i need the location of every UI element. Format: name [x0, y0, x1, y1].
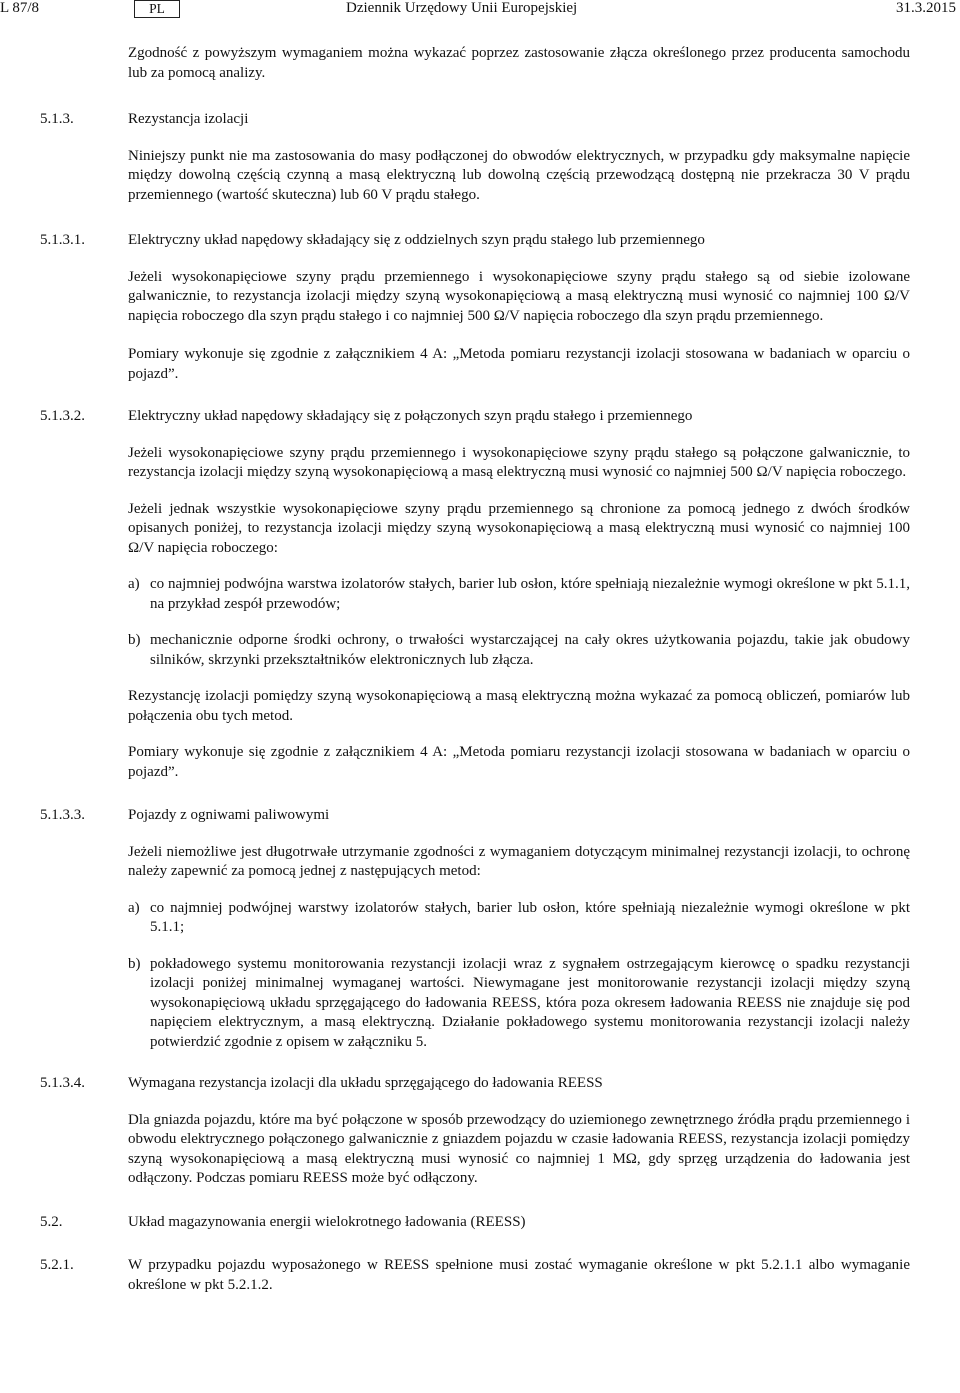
- intro-paragraph: Zgodność z powyższym wymaganiem można wykazać poprzez zastosowanie złącza określonego przez producenta samochodu lub za pomocą analizy.: [128, 45, 910, 81]
- section-title: Elektryczny układ napędowy składający się z oddzielnych szyn prądu stałego lub przemiennego: [128, 232, 705, 248]
- section-title: Układ magazynowania energii wielokrotnego ładowania (REESS): [128, 1213, 526, 1230]
- section-5-2-heading: [0, 1213, 960, 1233]
- section-5-1-3-1-paragraph-1: Jeżeli wysokonapięciowe szyny prądu przemiennego i wysokonapięciowe szyny prądu stałego są od siebie izolowane galwanicznie, to rezystancja izolacji między szyną wysokonapięciową a masą elektryczną musi wynosić co najmniej 100 Ω/V napięcia roboczego dla szyn prądu stałego i co najmniej 500 Ω/V napięcia roboczego dla szyn prądu przemiennego.: [128, 268, 910, 324]
- section-number: 5.2.: [40, 1213, 63, 1230]
- section-5-1-3-3-heading: [0, 806, 960, 826]
- section-5-1-3-2-heading: [0, 407, 960, 427]
- section-5-1-3-1-paragraph-2: Pomiary wykonuje się zgodnie z załącznikiem 4 A: „Metoda pomiaru rezystancji izolacji stosowana w badaniach w oparciu o pojazd”.: [128, 346, 910, 382]
- list-item-label: b): [128, 632, 141, 648]
- document-body: [0, 44, 960, 1295]
- section-number: 5.2.1.: [40, 1257, 74, 1273]
- section-5-1-3-2-paragraph-2: Jeżeli jednak wszystkie wysokonapięciowe szyny prądu przemiennego są chronione za pomocą jednego z dwóch środków opisanych poniżej, to rezystancja izolacji między szyną wysokonapięciową a masą elektryczną musi wynosić co najmniej 100 Ω/V napięcia roboczego:: [128, 500, 910, 556]
- list-item-text: co najmniej podwójna warstwa izolatorów stałych, barier lub osłon, które spełniają niezależnie wymogi określone w pkt 5.1.1, na przykład zespół przewodów;: [150, 576, 910, 612]
- publication-date: 31.3.2015: [896, 0, 956, 16]
- section-5-2-1: [0, 1256, 960, 1295]
- section-5-1-3-2-paragraph-4: Pomiary wykonuje się zgodnie z załącznikiem 4 A: „Metoda pomiaru rezystancji izolacji stosowana w badaniach w oparciu o pojazd”.: [128, 744, 910, 780]
- section-title: Pojazdy z ogniwami paliwowymi: [128, 807, 330, 823]
- list-item-label: a): [128, 899, 140, 916]
- section-5-1-3-4-heading: [0, 1074, 960, 1094]
- section-number: 5.1.3.2.: [40, 408, 85, 424]
- list-item-text: mechanicznie odporne środki ochrony, o trwałości wystarczającej na cały okres użytkowania pojazdu, takie jak obudowy silników, skrzynki przekształtników elektronicznych lub złącza.: [150, 632, 910, 668]
- list-item-label: b): [128, 955, 141, 972]
- section-title: Elektryczny układ napędowy składający się z połączonych szyn prądu stałego i przemiennego: [128, 408, 693, 424]
- section-number: 5.1.3.: [40, 111, 74, 127]
- page-header: [0, 0, 960, 22]
- section-5-1-3-4-paragraph-1: Dla gniazda pojazdu, które ma być połączone w sposób przewodzący do uziemionego zewnętrznego źródła prądu przemiennego i obwodu elektrycznego połączonego galwanicznie z gniazdem pojazdu w czasie ładowania REESS, rezystancja izolacji pomiędzy szyną wysokonapięciową a masą elektryczną musi wynosić co najmniej 1 MΩ, gdy sprzęg urządzenia do ładowania jest odłączony. Podczas pomiaru REESS może być odłączony.: [128, 1111, 910, 1186]
- section-number: 5.1.3.1.: [40, 232, 85, 248]
- language-box: PL: [134, 0, 180, 18]
- section-5-1-3-3-paragraph-1: Jeżeli niemożliwe jest długotrwałe utrzymanie zgodności z wymaganiem dotyczącym minimalnej rezystancji izolacji, to ochronę należy zapewnić za pomocą jednej z następujących metod:: [128, 843, 910, 879]
- list-item: [128, 955, 910, 1053]
- section-text: W przypadku pojazdu wyposażonego w REESS spełnione musi zostać wymaganie określone w pkt 5.2.1.1 albo wymaganie określone w pkt 5.2.1.2.: [128, 1257, 910, 1293]
- section-5-1-3-2-paragraph-3: Rezystancję izolacji pomiędzy szyną wysokonapięciową a masą elektryczną można wykazać za pomocą obliczeń, pomiarów lub połączenia obu tych metod.: [128, 688, 910, 724]
- page-reference: L 87/8: [0, 0, 40, 16]
- section-5-1-3-text: Niniejszy punkt nie ma zastosowania do masy podłączonej do obwodów elektrycznych, w przypadku gdy maksymalne napięcie między dowolną częścią czynną a masą elektryczną lub dowolną częścią przewodzącą dostępną nie przekracza 30 V prądu przemiennego (wartość skuteczna) lub 60 V prądu stałego.: [128, 147, 910, 203]
- section-5-1-3-1-heading: [0, 231, 960, 251]
- list-item-text: pokładowego systemu monitorowania rezystancji izolacji wraz z sygnałem ostrzegającym kierowcę o spadku rezystancji izolacji poniżej minimalnej wymaganej wartości. Niewymagane jest monitorowanie rezystancji izolacji między szyną wysokonapięciową układu sprzęgającego do ładowania REESS, która poza okresem ładowania REESS nie znajduje się pod napięciem elektrycznym, a masą elektryczną. Działanie pokładowego systemu monitorowania rezystancji izolacji należy potwierdzić zgodnie z opisem w załączniku 5.: [150, 955, 910, 1050]
- section-title: Rezystancja izolacji: [128, 111, 249, 127]
- list-item-text: co najmniej podwójnej warstwy izolatorów stałych, barier lub osłon, które spełniają niezależnie wymogi określone w pkt 5.1.1;: [150, 899, 910, 935]
- section-5-1-3-heading: [0, 110, 960, 130]
- section-number: 5.1.3.4.: [40, 1075, 85, 1091]
- section-5-1-3-2-paragraph-1: Jeżeli wysokonapięciowe szyny prądu przemiennego i wysokonapięciowe szyny prądu stałego są połączone galwanicznie, to rezystancja izolacji między szyną wysokonapięciową a masą elektryczną musi wynosić co najmniej 500 Ω/V napięcia roboczego.: [128, 444, 910, 480]
- journal-title: Dziennik Urzędowy Unii Europejskiej: [346, 0, 578, 16]
- list-item: [128, 631, 910, 670]
- section-number: 5.1.3.3.: [40, 807, 85, 823]
- list-item: [128, 899, 910, 938]
- list-item: [128, 575, 910, 614]
- section-title: Wymagana rezystancja izolacji dla układu sprzęgającego do ładowania REESS: [128, 1075, 603, 1091]
- list-item-label: a): [128, 576, 140, 592]
